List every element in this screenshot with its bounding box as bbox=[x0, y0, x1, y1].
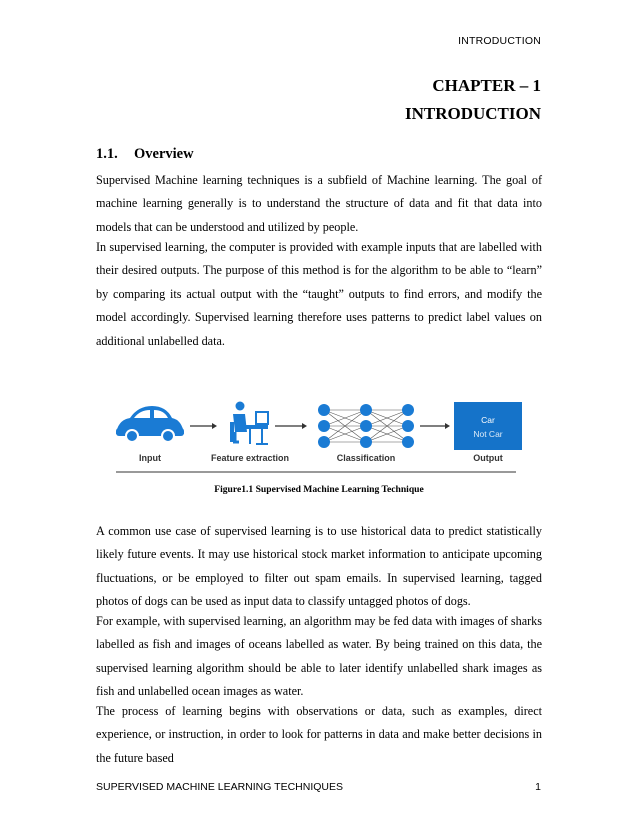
input-label: Input bbox=[139, 453, 161, 463]
supervised-learning-figure bbox=[112, 398, 522, 476]
output-not-car-label: Not Car bbox=[473, 429, 503, 439]
figure-diagram bbox=[112, 398, 522, 476]
paragraph-1: Supervised Machine learning techniques is a subfield of Machine learning. The goal of machine learning generally is to understand the structure of data and fit that data into models that can be understood and utilized by people. bbox=[96, 173, 542, 234]
section-title: Overview bbox=[134, 146, 194, 162]
page-number: 1 bbox=[535, 781, 541, 793]
person-at-computer-icon bbox=[230, 402, 268, 445]
section-heading bbox=[96, 146, 194, 163]
output-box bbox=[454, 402, 522, 450]
chapter-heading bbox=[405, 72, 541, 128]
paragraph-4: For example, with supervised learning, an algorithm may be fed data with images of sharks labelled as fish and images of oceans labelled as water. By being trained on this data, the supervised learning algorithm should be able to later identify unlabelled shark images as fish and unlabelled ocean images as water. bbox=[96, 614, 542, 699]
paragraph-3: A common use case of supervised learning is to use historical data to predict statistically likely future events. It may use historical stock market information to anticipate upcoming fluctuations, or be employed to filter out spam emails. In supervised learning, tagged photos of dogs can be used as input data to classify untagged photos of dogs. bbox=[96, 524, 542, 609]
paragraph-5: The process of learning begins with observations or data, such as examples, direct experience, or instruction, in order to look for patterns in data and make better decisions in the future based bbox=[96, 704, 542, 765]
arrow-icon bbox=[420, 423, 450, 429]
classification-label: Classification bbox=[336, 453, 396, 463]
running-header: INTRODUCTION bbox=[458, 35, 541, 47]
chapter-title: INTRODUCTION bbox=[404, 104, 541, 123]
figure-caption: Figure1.1 Supervised Machine Learning Technique bbox=[214, 484, 424, 495]
running-footer: SUPERVISED MACHINE LEARNING TECHNIQUES bbox=[96, 781, 343, 793]
output-car-label: Car bbox=[481, 415, 495, 425]
paragraph-2: In supervised learning, the computer is provided with example inputs that are labelled with their desired outputs. The purpose of this method is for the algorithm to be able to “learn” by comparing its actual output with the “taught” outputs to find errors, and modify the model accordingly. Supervised learning therefore uses patterns to predict label values on additional unlabelled data. bbox=[96, 240, 542, 348]
arrow-icon bbox=[190, 423, 217, 429]
feature-extraction-label: Feature extraction bbox=[210, 453, 290, 463]
car-icon bbox=[116, 406, 184, 443]
neural-network-icon bbox=[318, 404, 414, 448]
arrow-icon bbox=[275, 423, 307, 429]
chapter-number: CHAPTER – 1 bbox=[432, 76, 541, 95]
output-label: Output bbox=[473, 453, 503, 463]
section-number: 1.1. bbox=[96, 146, 118, 162]
